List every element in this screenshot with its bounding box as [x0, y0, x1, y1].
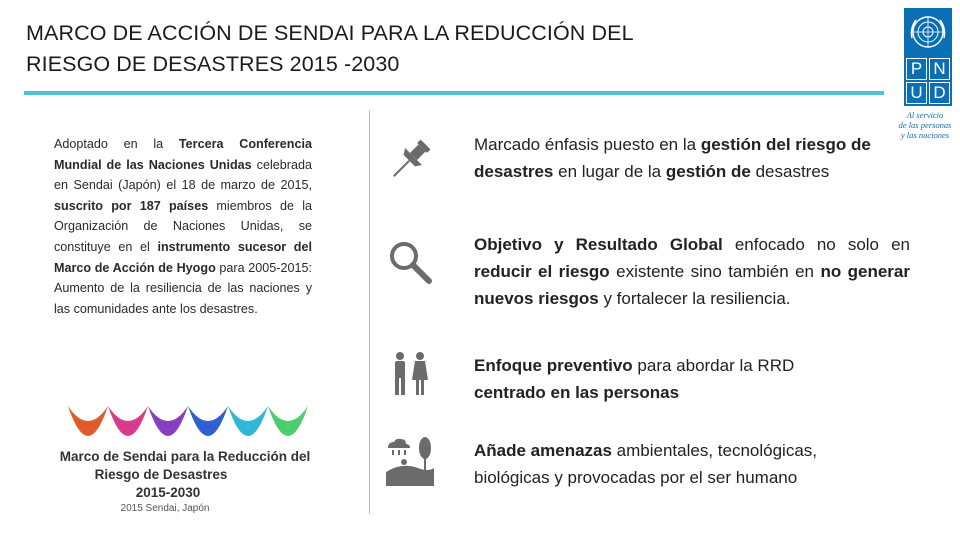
- sendai-arc: [68, 406, 108, 436]
- magnifier-icon: [384, 236, 436, 288]
- sendai-arc: [268, 406, 308, 436]
- point-preventive-approach: Enfoque preventivo para abordar la RRD centrado en las personas: [474, 356, 795, 402]
- landscape-hazard-icon: [384, 434, 436, 486]
- logo-letter: U: [906, 82, 927, 104]
- un-emblem-icon: [904, 8, 952, 56]
- page-title: [26, 18, 866, 80]
- logo-letter: P: [906, 58, 927, 80]
- undp-tagline: Al servicio de las personas y las naciones: [898, 110, 952, 140]
- point-risk-management: Marcado énfasis puesto en la gestión del riesgo de desastres en lugar de la gestión de desastres: [474, 135, 871, 181]
- title-line-1: MARCO DE ACCIÓN DE SENDAI PARA LA REDUCCIÓN DEL: [26, 21, 634, 45]
- point-global-objective: Objetivo y Resultado Global enfocado no solo en reducir el riesgo existente sino también en no generar nuevos riesgos y fortalecer la resiliencia.: [474, 235, 910, 308]
- title-line-2: RIESGO DE DESASTRES 2015 -2030: [26, 52, 400, 76]
- vertical-divider: [369, 110, 370, 514]
- sendai-arc: [148, 406, 188, 436]
- sendai-arc: [188, 406, 228, 436]
- logo-letter: N: [929, 58, 950, 80]
- pushpin-icon: [384, 134, 436, 186]
- title-underline: [24, 91, 884, 95]
- people-icon: [384, 348, 436, 400]
- logo-letter: D: [929, 82, 950, 104]
- undp-letter-grid: [904, 56, 952, 104]
- sendai-arc: [228, 406, 268, 436]
- intro-paragraph: Adoptado en la Tercera Conferencia Mundial de las Naciones Unidas celebrada en Sendai (Japón) el 18 de marzo de 2015, suscrito por 187 países miembros de la Organización de Naciones Unidas, se constituye en el instrumento sucesor del Marco de Acción de Hyogo para 2005-2015: Aumento de la resiliencia de las naciones y las comunidades ante los desastres.: [54, 137, 313, 316]
- sendai-arc: [108, 406, 148, 436]
- sendai-logo-text: Marco de Sendai para la Reducción del Riesgo de Desastres 2015-2030 2015 Sendai, Japón: [59, 449, 311, 514]
- point-hazards: Añade amenazas ambientales, tecnológicas, biológicas y provocadas por el ser humano: [474, 441, 818, 487]
